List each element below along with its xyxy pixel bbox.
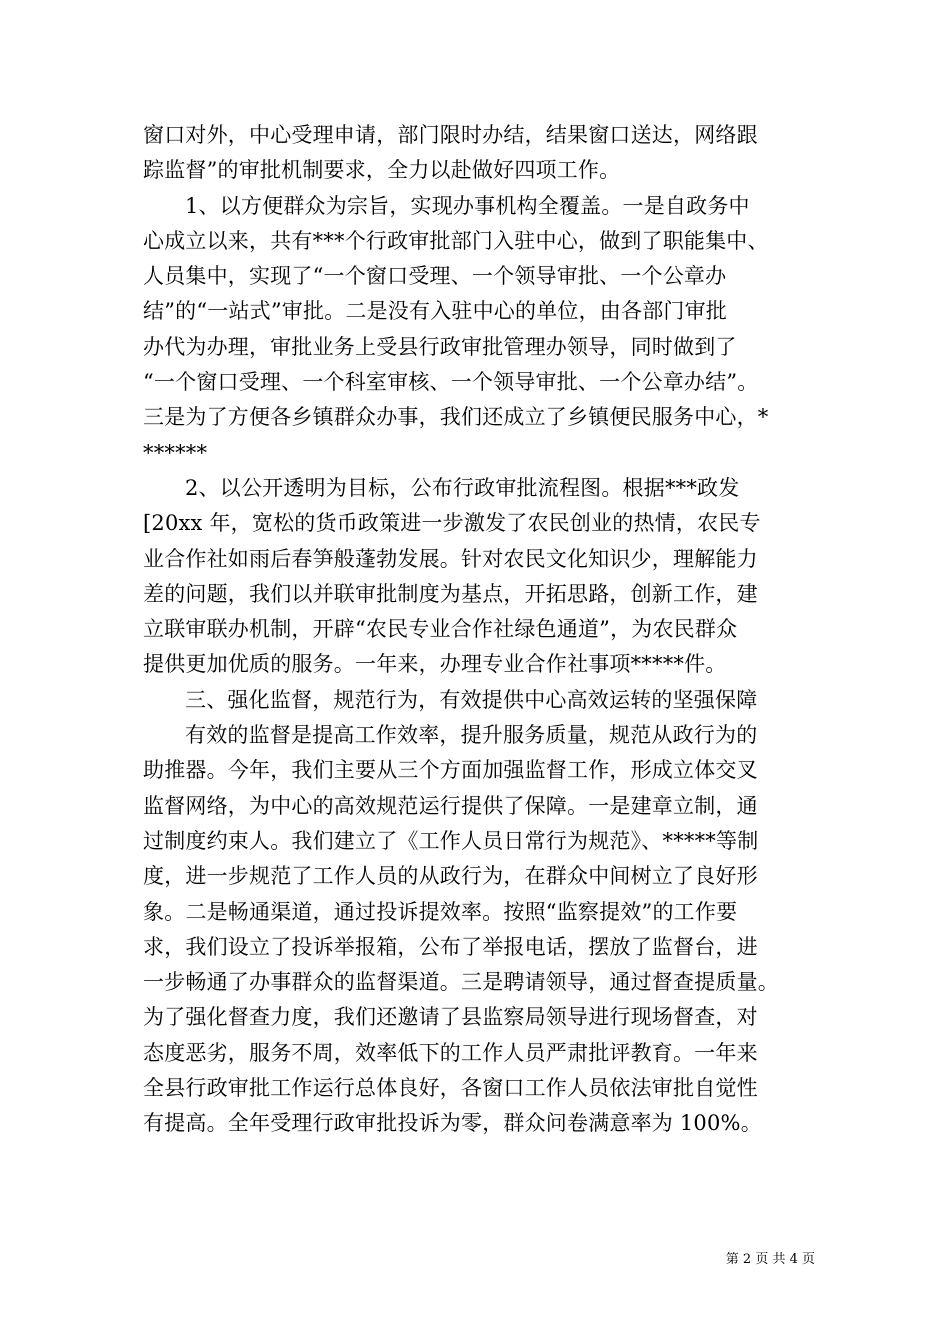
text-line: 差的问题，我们以并联审批制度为基点，开拓思路，创新工作，建 [143, 581, 758, 606]
page-number: 第 2 页 共 4 页 [725, 1252, 815, 1267]
text-line: 为了强化督查力度，我们还邀请了县监察局领导进行现场督查，对 [143, 1005, 758, 1030]
text-line: 结”的“一站式”审批。二是没有入驻中心的单位，由各部门审批 [143, 299, 728, 324]
document-body [143, 118, 813, 1142]
text-line: 一步畅通了办事群众的监督渠道。三是聘请领导，通过督查提质量。 [143, 970, 779, 995]
text-line: 助推器。今年，我们主要从三个方面加强监督工作，形成立体交叉 [143, 758, 758, 783]
paragraph-start-line: 有效的监督是提高工作效率，提升服务质量，规范从政行为的 [185, 723, 758, 748]
text-line: 窗口对外，中心受理申请，部门限时办结，结果窗口送达，网络跟 [143, 123, 758, 147]
text-line: 求，我们设立了投诉举报箱，公布了举报电话，摆放了监督台，进 [143, 934, 758, 959]
text-line: 全县行政审批工作运行总体良好，各窗口工作人员依法审批自觉性 [143, 1076, 758, 1101]
paragraph-start-line: 2、以公开透明为目标，公布行政审批流程图。根据***政发 [185, 475, 740, 500]
text-line: “一个窗口受理、一个科室审核、一个领导审批、一个公章办结”。 [143, 370, 759, 395]
text-line: 象。二是畅通渠道，通过投诉提效率。按照“监察提效”的工作要 [143, 899, 738, 924]
text-line: 心成立以来，共有***个行政审批部门入驻中心，做到了职能集中、 [143, 228, 769, 253]
text-line: 业合作社如雨后春笋般蓬勃发展。针对农民文化知识少，理解能力 [143, 546, 758, 571]
text-line: 过制度约束人。我们建立了《工作人员日常行为规范》、*****等制 [143, 828, 759, 853]
text-line: 提供更加优质的服务。一年来，办理专业合作社事项*****件。 [143, 652, 727, 677]
text-line: ****** [143, 440, 208, 465]
text-line: 监督网络，为中心的高效规范运行提供了保障。一是建章立制，通 [143, 793, 758, 818]
text-line: 态度恶劣，服务不周，效率低下的工作人员严肃批评教育。一年来 [143, 1040, 758, 1065]
text-line: 人员集中，实现了“一个窗口受理、一个领导审批、一个公章办 [143, 264, 727, 289]
paragraph-start-line: 1、以方便群众为宗旨，实现办事机构全覆盖。一是自政务中 [185, 193, 750, 218]
section-heading: 三、强化监督，规范行为，有效提供中心高效运转的坚强保障 [185, 687, 758, 712]
text-line: 办代为办理，审批业务上受县行政审批管理办领导，同时做到了 [143, 334, 737, 359]
text-line: 三是为了方便各乡镇群众办事，我们还成立了乡镇便民服务中心，* [143, 405, 769, 430]
text-line: [20xx 年，宽松的货币政策进一步激发了农民创业的热情，农民专 [143, 511, 761, 536]
text-line: 立联审联办机制，开辟“农民专业合作社绿色通道”，为农民群众 [143, 617, 738, 642]
text-line: 有提高。全年受理行政审批投诉为零，群众问卷满意率为 100%。 [143, 1111, 762, 1136]
text-line: 踪监督”的审批机制要求，全力以赴做好四项工作。 [143, 158, 621, 183]
text-line: 度，进一步规范了工作人员的从政行为，在群众中间树立了良好形 [143, 864, 758, 889]
